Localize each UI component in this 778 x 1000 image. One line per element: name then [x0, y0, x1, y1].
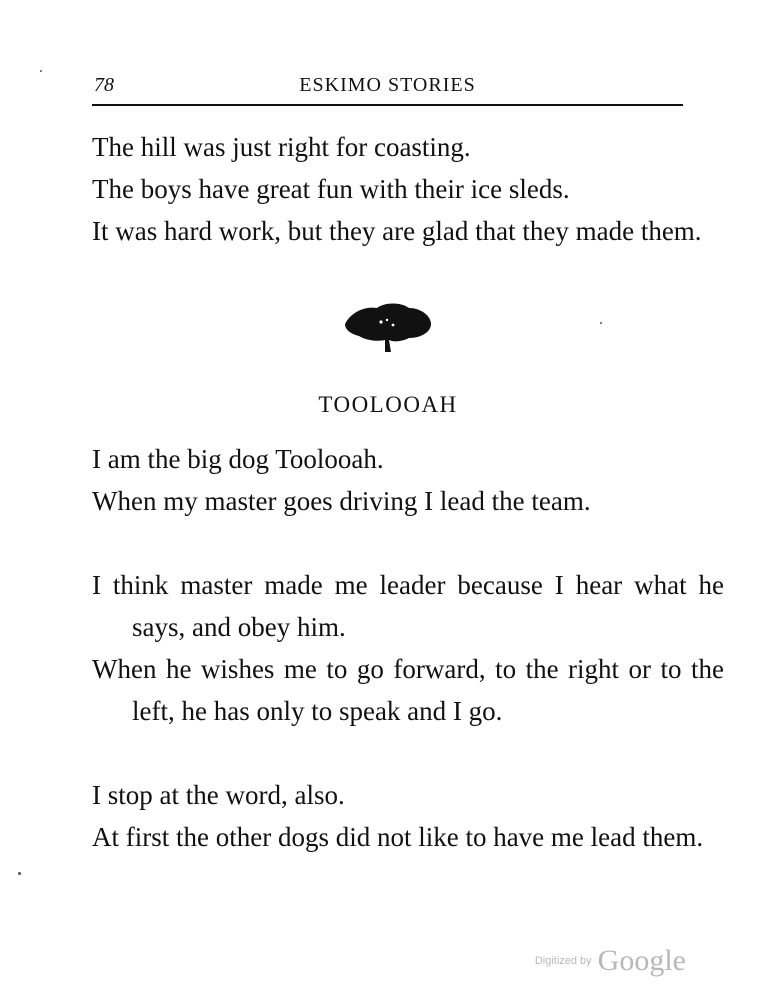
section-title: TOOLOOAH: [318, 392, 458, 417]
paragraph: At first the other dogs did not like to have me lead them.: [92, 822, 704, 852]
paragraph: The boys have great fun with their ice sleds.: [92, 174, 570, 204]
paragraph: The hill was just right for coasting.: [92, 132, 471, 162]
running-title: ESKIMO STORIES: [299, 74, 476, 96]
scan-speck: [40, 70, 42, 72]
scan-speck: [18, 872, 21, 875]
paragraph: When my master goes driving I lead the team.: [92, 486, 591, 516]
paragraph: When he wishes me to go forward, to the right or to the left, he has only to speak and I go.: [92, 654, 724, 726]
paragraph: I stop at the word, also.: [92, 780, 345, 810]
page-number: 78: [94, 74, 114, 96]
google-logo: Google: [597, 944, 686, 977]
watermark-prefix: Digitized by: [534, 955, 592, 967]
ornament-icon: [341, 298, 435, 356]
scan-speck: [600, 322, 602, 324]
paragraph: It was hard work, but they are glad that they made them.: [92, 216, 702, 246]
page-header: [92, 70, 683, 106]
paragraph: I am the big dog Toolooah.: [92, 444, 384, 474]
digitized-watermark: [535, 944, 686, 978]
paragraph: I think master made me leader because I hear what he says, and obey him.: [92, 570, 724, 642]
